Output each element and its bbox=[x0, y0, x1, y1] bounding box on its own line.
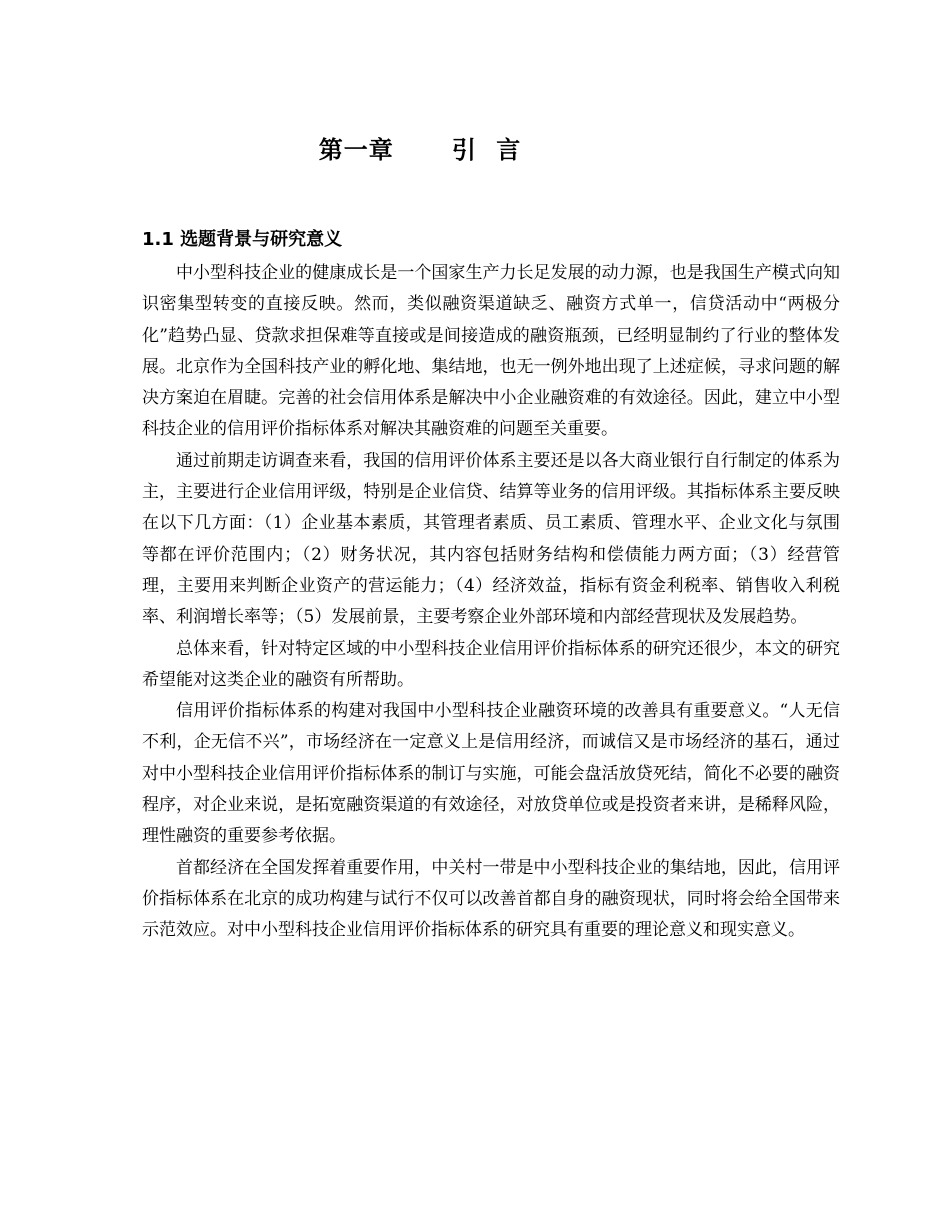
paragraph-1: 中小型科技企业的健康成长是一个国家生产力长足发展的动力源，也是我国生产模式向知识密集型转变的直接反映。然而，类似融资渠道缺乏、融资方式单一，信贷活动中“两极分化”趋势凸显、贷款求担保难等直接或是间接造成的融资瓶颈，已经明显制约了行业的整体发展。北京作为全国科技产业的孵化地、集结地，也无一例外地出现了上述症候，寻求问题的解决方案迫在眉睫。完善的社会信用体系是解决中小企业融资难的有效途径。因此，建立中小型科技企业的信用评价指标体系对解决其融资难的问题至关重要。 bbox=[142, 263, 840, 440]
paragraph-3: 总体来看，针对特定区域的中小型科技企业信用评价指标体系的研究还很少，本文的研究希望能对这类企业的融资有所帮助。 bbox=[142, 638, 840, 690]
section-title: 1.1 选题背景与研究意义 bbox=[142, 229, 343, 250]
paragraph-4: 信用评价指标体系的构建对我国中小型科技企业融资环境的改善具有重要意义。“人无信不利，企无信不兴”，市场经济在一定意义上是信用经济，而诚信又是市场经济的基石，通过对中小型科技企业信用评价指标体系的制订与实施，可能会盘活放贷死结，简化不必要的融资程序，对企业来说，是拓宽融资渠道的有效途径，对放贷单位或是投资者来讲，是稀释风险，理性融资的重要参考依据。 bbox=[142, 701, 840, 847]
body-text bbox=[142, 258, 840, 947]
chapter-title: 第一章 引 言 bbox=[318, 136, 522, 164]
paragraph-2: 通过前期走访调查来看，我国的信用评价体系主要还是以各大商业银行自行制定的体系为主，主要进行企业信用评级，特别是企业信贷、结算等业务的信用评级。其指标体系主要反映在以下几方面：（1）企业基本素质，其管理者素质、员工素质、管理水平、企业文化与氛围等都在评价范围内；（2）财务状况，其内容包括财务结构和偿债能力两方面；（3）经营管理，主要用来判断企业资产的营运能力；（4）经济效益，指标有资金利税率、销售收入利税率、利润增长率等；（5）发展前景，主要考察企业外部环境和内部经营现状及发展趋势。 bbox=[142, 450, 840, 628]
paragraph-5: 首都经济在全国发挥着重要作用，中关村一带是中小型科技企业的集结地，因此，信用评价指标体系在北京的成功构建与试行不仅可以改善首都自身的融资现状，同时将会给全国带来示范效应。对中小型科技企业信用评价指标体系的研究具有重要的理论意义和现实意义。 bbox=[142, 857, 840, 941]
